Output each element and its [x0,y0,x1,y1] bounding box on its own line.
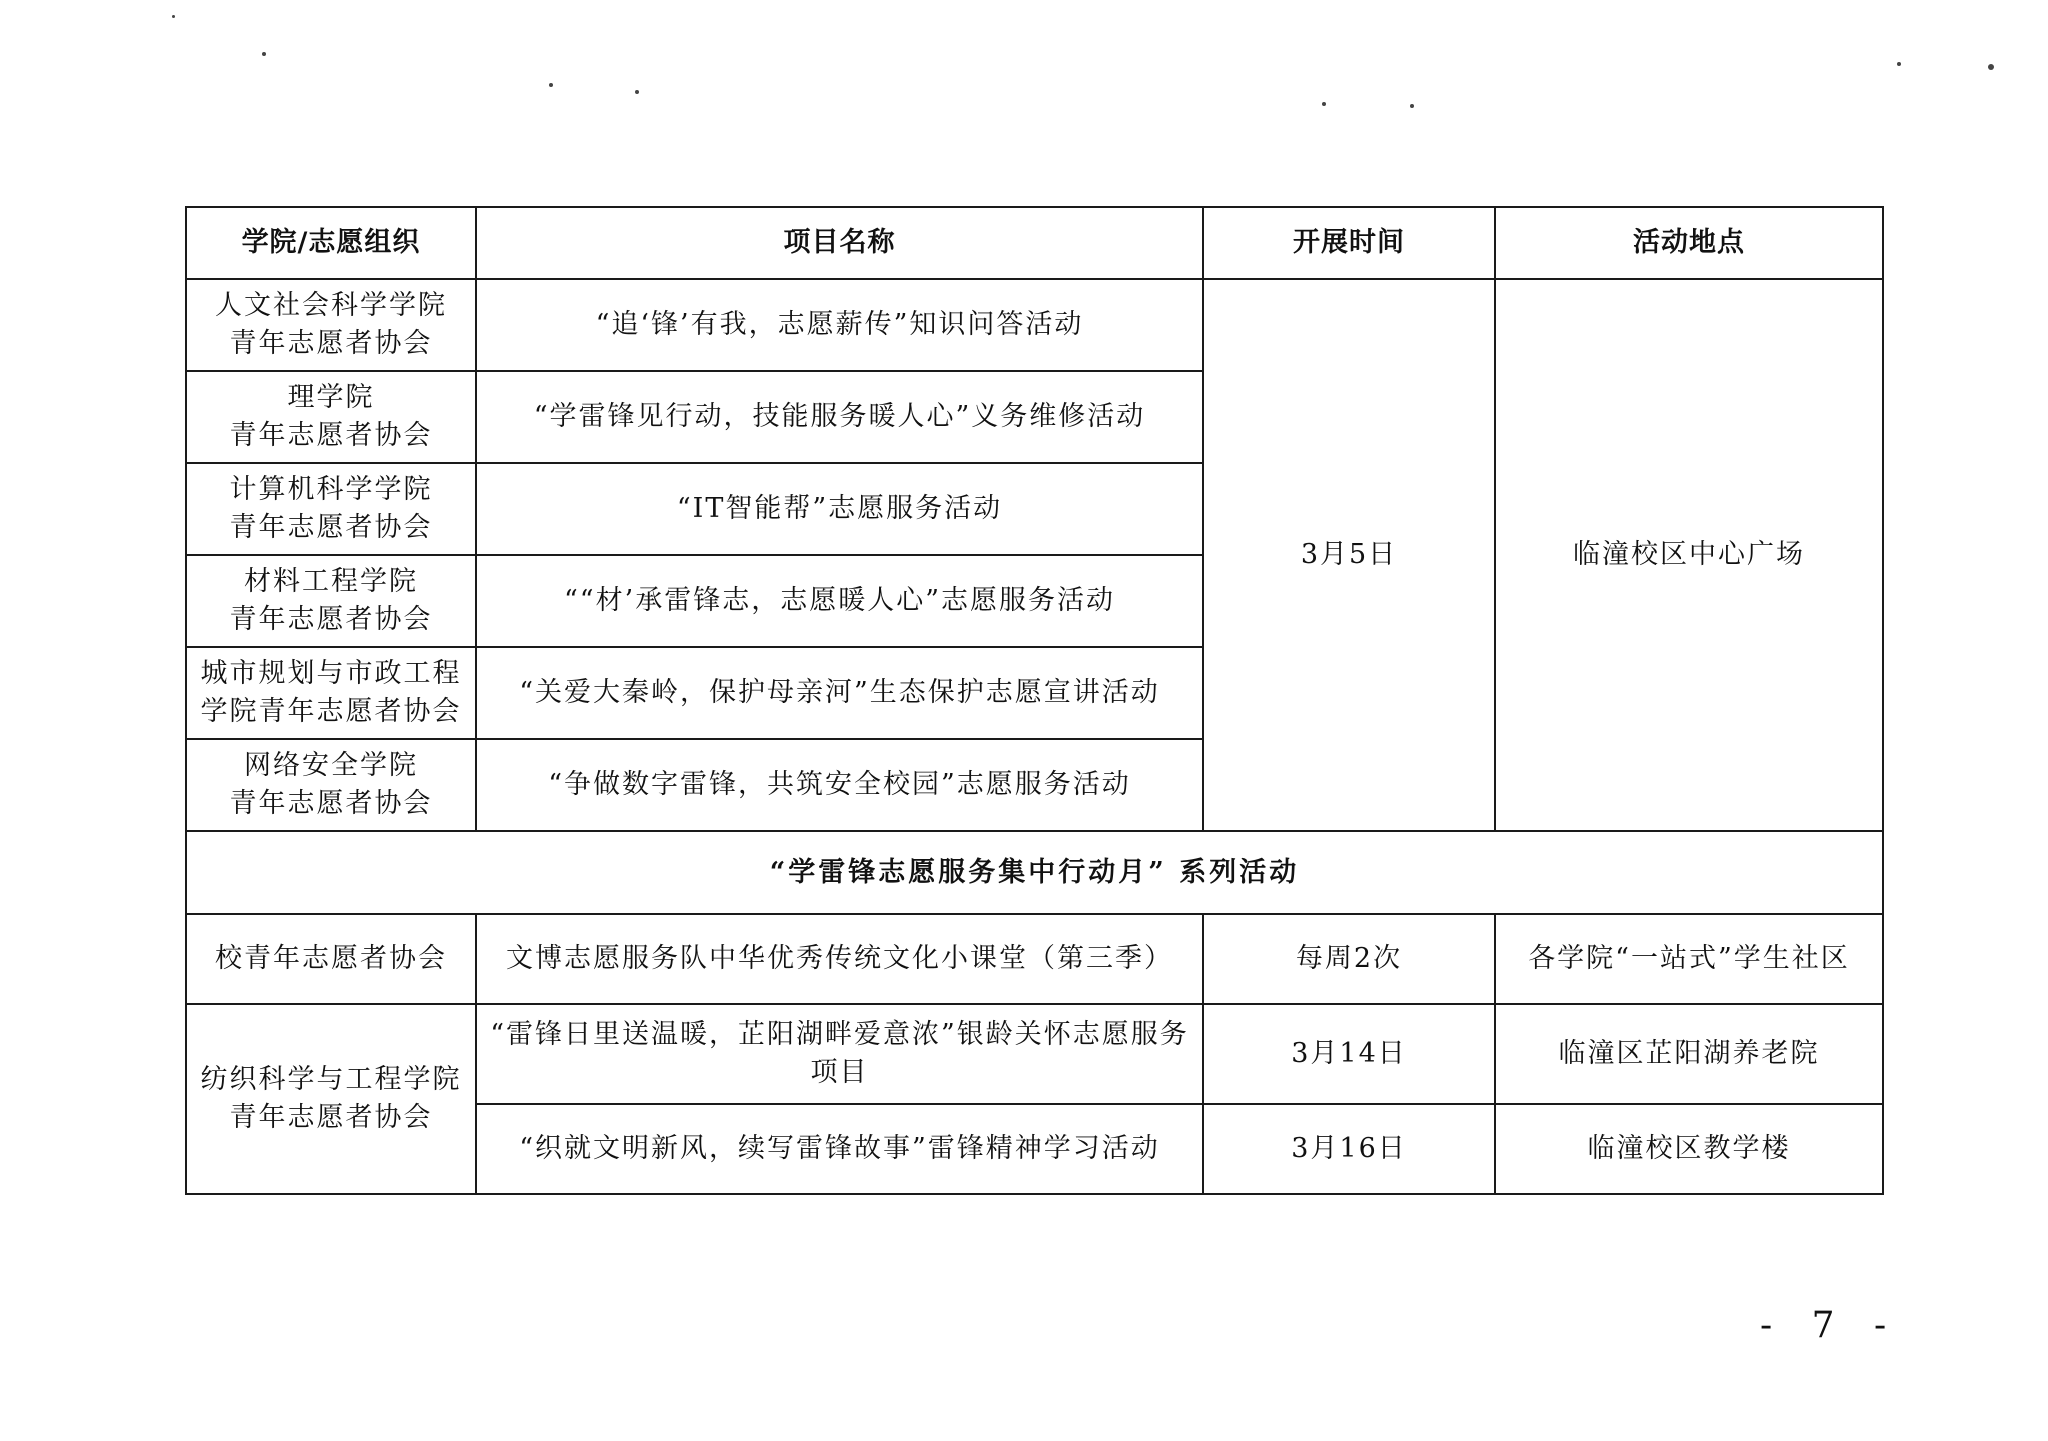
org-cell [186,1004,476,1194]
org-cell [186,463,476,555]
time-cell: 3月16日 [1203,1104,1495,1194]
scan-speck [1322,102,1326,106]
scan-speck [635,90,639,94]
page-number: - 7 - [1760,1305,1901,1346]
scan-speck [1988,64,1994,70]
org-line: 理学院 [287,382,375,413]
org-cell [186,647,476,739]
place-cell: 临潼校区教学楼 [1495,1104,1883,1194]
section-title: “学雷锋志愿服务集中行动月” 系列活动 [186,831,1883,914]
place-cell: 各学院“一站式”学生社区 [1495,914,1883,1004]
org-line: 青年志愿者协会 [229,512,433,543]
activity-schedule-table [185,206,1884,1195]
column-header-place: 活动地点 [1495,207,1883,279]
project-cell: “学雷锋见行动，技能服务暖人心”义务维修活动 [476,371,1203,463]
time-cell: 3月14日 [1203,1004,1495,1104]
scan-speck [549,83,553,87]
org-line: 纺织科学与工程学院 [200,1064,462,1095]
project-cell: ““材’承雷锋志，志愿暖人心”志愿服务活动 [476,555,1203,647]
org-line: 城市规划与市政工程 [200,658,462,689]
org-line: 人文社会科学学院 [215,290,447,321]
org-line: 青年志愿者协会 [229,420,433,451]
org-cell [186,555,476,647]
table-row [186,914,1883,1004]
org-line: 计算机科学学院 [229,474,433,505]
org-line: 青年志愿者协会 [229,1102,433,1133]
org-cell [186,371,476,463]
section-title-row [186,831,1883,914]
org-line: 青年志愿者协会 [229,788,433,819]
table-header-row [186,207,1883,279]
column-header-org: 学院/志愿组织 [186,207,476,279]
org-cell [186,279,476,371]
scan-speck [1410,104,1414,108]
project-cell: “织就文明新风，续写雷锋故事”雷锋精神学习活动 [476,1104,1203,1194]
project-cell [476,1004,1203,1104]
org-cell [186,739,476,831]
org-cell: 校青年志愿者协会 [186,914,476,1004]
column-header-time: 开展时间 [1203,207,1495,279]
scan-speck [262,52,266,56]
org-line: 材料工程学院 [244,566,418,597]
project-cell: “争做数字雷锋，共筑安全校园”志愿服务活动 [476,739,1203,831]
time-cell: 3月5日 [1203,279,1495,831]
time-cell: 每周2次 [1203,914,1495,1004]
org-line: 网络安全学院 [244,750,418,781]
scan-speck [172,15,175,18]
project-line: “雷锋日里送温暖，芷阳湖畔爱意浓”银龄关怀志愿服务 [490,1019,1189,1050]
project-cell: “IT智能帮”志愿服务活动 [476,463,1203,555]
place-cell: 临潼区芷阳湖养老院 [1495,1004,1883,1104]
place-cell: 临潼校区中心广场 [1495,279,1883,831]
table-row [186,279,1883,371]
project-line: 项目 [810,1057,869,1088]
org-line: 青年志愿者协会 [229,604,433,635]
column-header-project: 项目名称 [476,207,1203,279]
table-row [186,1004,1883,1104]
org-line: 青年志愿者协会 [229,328,433,359]
project-cell: 文博志愿服务队中华优秀传统文化小课堂（第三季） [476,914,1203,1004]
scan-speck [1897,62,1901,66]
project-cell: “追‘锋’有我，志愿薪传”知识问答活动 [476,279,1203,371]
org-line: 学院青年志愿者协会 [200,696,462,727]
project-cell: “关爱大秦岭，保护母亲河”生态保护志愿宣讲活动 [476,647,1203,739]
